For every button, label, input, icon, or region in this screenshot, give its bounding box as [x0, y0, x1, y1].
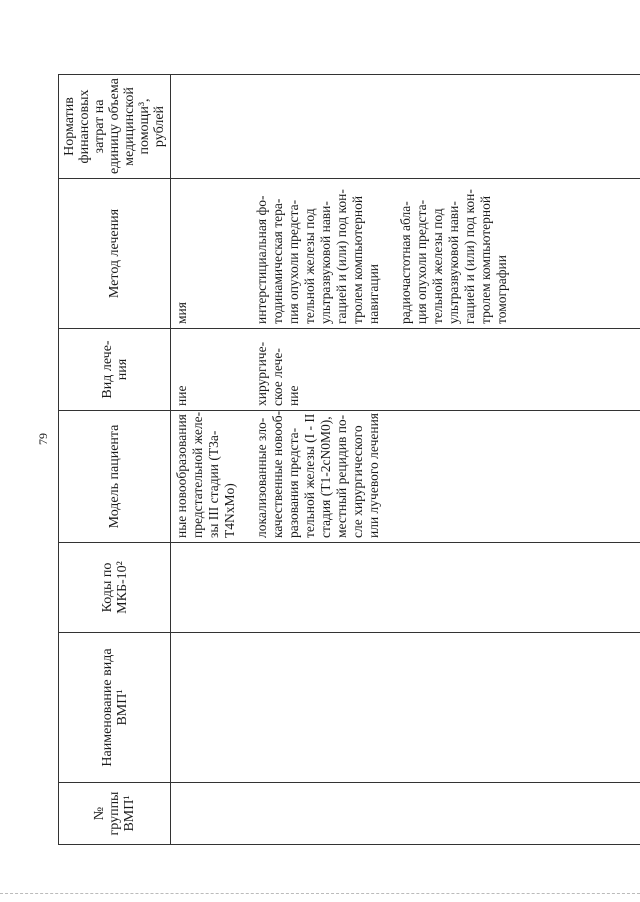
- cell-patient-model: ные новообразования предстательной желе- зы III стадии (T3a- T4NxMo) локализованные зло- качественные новооб- разования предста- тельной железы (I - II стадия (T1-2cN0M0), местный рецидив по- сле хирургического или лучевого лечения: [171, 411, 640, 543]
- header-group-number: № группы ВМП¹: [59, 783, 171, 845]
- cell-icd-codes: [171, 543, 640, 633]
- header-treatment-method: Метод лечения: [59, 179, 171, 329]
- cell-treatment-type: ние хирургиче- ское лече- ние: [171, 329, 640, 411]
- cell-group: [171, 783, 640, 845]
- header-treatment-type: Вид лече- ния: [59, 329, 171, 411]
- table-header-row: [59, 75, 171, 845]
- header-icd-codes: Коды по МКБ-10²: [59, 543, 171, 633]
- cell-treatment-method: мия интерстициальная фо- тодинамическая тера- пия опухоли предста- тельной железы под ультразвуковой нави- гацией и (или) под кон- тролем компьютерной навигации радиочастотная абла- ция опухоли предста- тельной железы под ультразвуковой нави- гацией и (или) под кон- тролем компьютерной томографии: [171, 179, 640, 329]
- header-vmp-name: Наименование вида ВМП¹: [59, 633, 171, 783]
- cell-vmp-name: [171, 633, 640, 783]
- table-row: [171, 75, 640, 845]
- header-financial-norm: Норматив финансовых затрат на единицу объема медицинской помощи³, рублей: [59, 75, 171, 179]
- header-patient-model: Модель пациента: [59, 411, 171, 543]
- scan-edge-line: [0, 893, 640, 894]
- cell-financial-norm: [171, 75, 640, 179]
- treatment-table: [58, 74, 640, 845]
- page-number: 79: [36, 433, 50, 445]
